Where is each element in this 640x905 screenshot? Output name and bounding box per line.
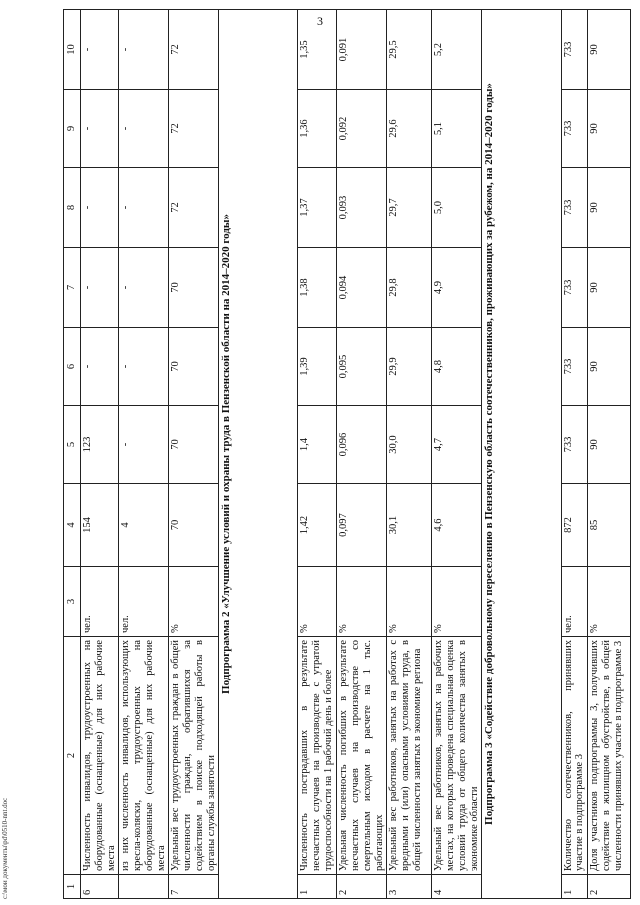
indicator-name: Удельный вес работников, занятых на работах с вредными и (или) опасными условиями труда, в общей численности занятых в экономике региона [387,637,432,875]
row-number: 2 [337,875,387,899]
row-number: 1 [298,875,337,899]
column-header: 8 [64,168,81,248]
value-cell: 85 [588,484,631,567]
row-number: 7 [169,875,219,899]
unit-cell: % [298,567,337,637]
value-cell: 0,091 [337,10,387,90]
table-row [298,10,337,899]
subprogram-2-header-row [219,10,298,899]
value-cell: 0,095 [337,328,387,406]
value-cell: 1,38 [298,248,337,328]
row-number: 2 [588,875,631,899]
value-cell: 1,35 [298,10,337,90]
value-cell: 29,8 [387,248,432,328]
value-cell: - [81,328,119,406]
value-cell: 90 [588,406,631,484]
value-cell: 4,7 [432,406,482,484]
subprogram-3-title: Подпрограмма 3 «Содействие добровольному переселению в Пензенскую область соотечественников, проживающих за рубежом, на 2014–2020 годы» [482,10,561,899]
value-cell: - [119,90,169,168]
row-number: 1 [561,875,588,899]
value-cell: 123 [81,406,119,484]
value-cell: - [81,168,119,248]
value-cell: 72 [169,168,219,248]
table-row [561,10,588,899]
rotated-table-sheet [63,10,631,899]
unit-cell: % [337,567,387,637]
unit-cell: чел. [561,567,588,637]
value-cell: - [119,406,169,484]
unit-cell: % [588,567,631,637]
table-row [337,10,387,899]
value-cell: 0,094 [337,248,387,328]
column-header: 7 [64,248,81,328]
value-cell: 0,093 [337,168,387,248]
value-cell: 4,8 [432,328,482,406]
column-header: 3 [64,567,81,637]
value-cell: 154 [81,484,119,567]
value-cell: 90 [588,10,631,90]
indicator-name: Удельная численность погибших в результате несчастных случаев на производстве со смертельным исходом в расчете на 1 тыс. работающих [337,637,387,875]
value-cell: - [119,328,169,406]
value-cell: 70 [169,248,219,328]
indicator-name: Удельный вес трудоустроенных граждан в общей численности граждан, обратившихся за содействием в поиске подходящей работы в органы службы занятости [169,637,219,875]
value-cell: 733 [561,406,588,484]
value-cell: - [119,10,169,90]
value-cell: 29,7 [387,168,432,248]
indicator-name: Удельный вес работников, занятых на рабочих местах, на которых проведена специальная оценка условий труда от общего количества занятых в экономике области [432,637,482,875]
value-cell: 72 [169,90,219,168]
value-cell: 70 [169,406,219,484]
indicator-name: Численность инвалидов, трудоустроенных на оборудованные (оснащенные) для них рабочие места [81,637,119,875]
value-cell: 4 [119,484,169,567]
value-cell: 733 [561,90,588,168]
value-cell: 90 [588,248,631,328]
value-cell: 5,0 [432,168,482,248]
table-row [119,10,169,899]
document-file-path: c:\мои документы\pd\0510-nnt.doc [1,797,9,899]
table-row [81,10,119,899]
row-number: 4 [432,875,482,899]
indicator-name: Количество соотечественников, принявших участие в подпрограмме 3 [561,637,588,875]
unit-cell: % [432,567,482,637]
value-cell: 70 [169,328,219,406]
value-cell: 30,1 [387,484,432,567]
value-cell: 4,9 [432,248,482,328]
indicator-name: Численность пострадавших в результате несчастных случаев на производстве с утратой трудоспособности на 1 рабочий день и более [298,637,337,875]
row-number: 3 [387,875,432,899]
value-cell: 72 [169,10,219,90]
table-row [169,10,219,899]
unit-cell: чел. [119,567,169,637]
column-header: 4 [64,484,81,567]
value-cell: 733 [561,10,588,90]
value-cell: 29,5 [387,10,432,90]
column-header: 5 [64,406,81,484]
value-cell: 30,0 [387,406,432,484]
value-cell: 90 [588,328,631,406]
value-cell: 1,42 [298,484,337,567]
value-cell: 1,4 [298,406,337,484]
value-cell: 70 [169,484,219,567]
subprogram-2-title: Подпрограмма 2 «Улучшение условий и охраны труда в Пензенской области на 2014–2020 годы» [219,10,298,899]
column-header: 6 [64,328,81,406]
value-cell: 29,9 [387,328,432,406]
page-number: 3 [317,14,323,28]
value-cell: 1,36 [298,90,337,168]
row-number [119,875,169,899]
value-cell: 0,097 [337,484,387,567]
value-cell: 90 [588,168,631,248]
subprogram-3-header-row [482,10,561,899]
value-cell: - [119,248,169,328]
value-cell: - [81,248,119,328]
column-header: 2 [64,637,81,875]
row-number: 6 [81,875,119,899]
value-cell: 5,2 [432,10,482,90]
value-cell: 4,6 [432,484,482,567]
value-cell: - [119,168,169,248]
value-cell: 0,096 [337,406,387,484]
value-cell: 29,6 [387,90,432,168]
column-header: 10 [64,10,81,90]
value-cell: 733 [561,328,588,406]
column-header: 9 [64,90,81,168]
value-cell: 1,37 [298,168,337,248]
value-cell: 733 [561,248,588,328]
unit-cell: % [169,567,219,637]
table-row [432,10,482,899]
value-cell: 90 [588,90,631,168]
value-cell: 5,1 [432,90,482,168]
indicator-name: из них численность инвалидов, использующих кресла-коляски, трудоустроенных на оборудованные (оснащенные) для них рабочие места [119,637,169,875]
table-row [588,10,631,899]
column-number-row [64,10,81,899]
value-cell: 733 [561,168,588,248]
unit-cell: % [387,567,432,637]
column-header: 1 [64,875,81,899]
unit-cell: чел. [81,567,119,637]
value-cell: 872 [561,484,588,567]
value-cell: - [81,90,119,168]
value-cell: - [81,10,119,90]
table-row [387,10,432,899]
value-cell: 0,092 [337,90,387,168]
indicators-table [63,9,631,899]
value-cell: 1,39 [298,328,337,406]
indicator-name: Доля участников подпрограммы 3, получивших содействие в жилищном обустройстве, в общей численности принявших участие в подпрограмме 3 [588,637,631,875]
